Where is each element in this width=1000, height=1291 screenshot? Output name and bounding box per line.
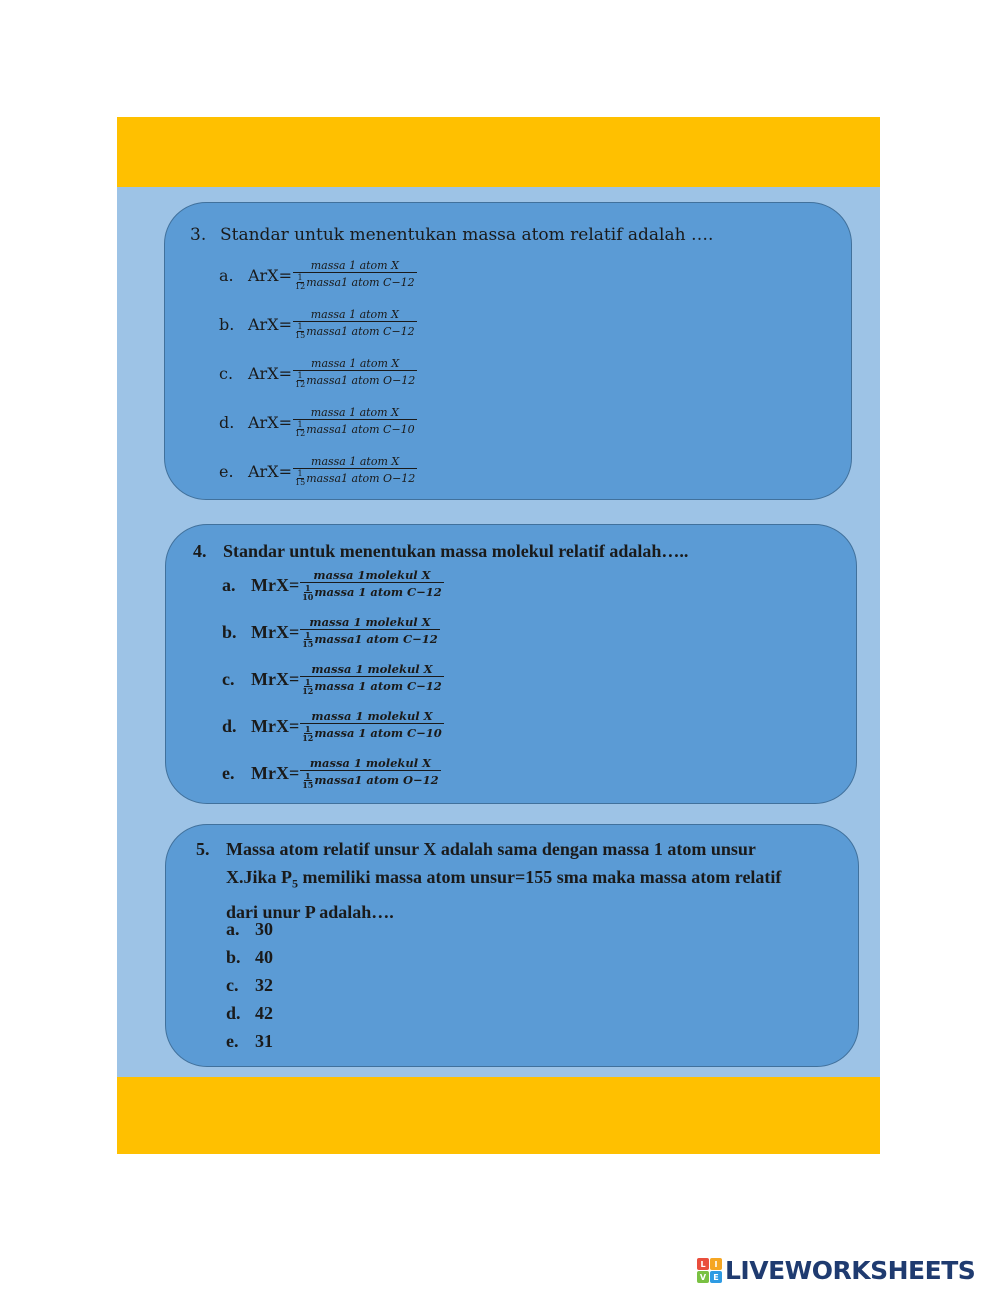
q5-option-1[interactable]: [226, 919, 273, 940]
option-letter: b.: [226, 947, 241, 967]
small-fraction-bottom: 12: [302, 733, 314, 743]
option-letter: c.: [219, 363, 234, 383]
denominator-text: massa 1 atom C−12: [314, 585, 442, 599]
option-lhs: MrX=: [251, 715, 300, 736]
fraction-numerator: massa 1 atom X: [310, 308, 399, 321]
small-fraction-bottom: 15: [295, 478, 306, 487]
option-lhs: ArX=: [248, 363, 292, 383]
option-fraction: [293, 455, 417, 487]
fraction-numerator: massa 1 molekul X: [309, 756, 432, 770]
denominator-text: massa1 atom O−12: [306, 472, 416, 485]
option-lhs: MrX=: [251, 668, 300, 689]
fraction-numerator: massa 1 atom X: [310, 406, 399, 419]
fraction-denominator: [293, 419, 417, 438]
question-3-card: [164, 202, 852, 500]
option-letter: c.: [222, 668, 235, 689]
small-fraction-top: 1: [305, 724, 311, 734]
fraction-denominator: [300, 676, 444, 695]
fraction-denominator: [293, 468, 417, 487]
worksheet-page: [117, 117, 880, 1154]
option-value: 31: [255, 1031, 273, 1051]
option-lhs: MrX=: [251, 762, 300, 783]
option-fraction: [293, 308, 417, 340]
fraction-denominator: [300, 629, 440, 648]
question-5-line-2b: memiliki massa atom unsur=155 sma maka massa atom relatif: [298, 867, 782, 887]
small-fraction: [295, 470, 305, 487]
fraction-denominator: [293, 272, 417, 291]
option-value: 30: [255, 919, 273, 939]
question-4-text: [193, 541, 688, 562]
q3-option-5[interactable]: [219, 455, 417, 487]
small-fraction: [302, 678, 313, 695]
option-fraction: [300, 616, 440, 648]
liveworksheets-logo[interactable]: [697, 1256, 975, 1285]
denominator-text: massa1 atom C−12: [306, 276, 415, 289]
small-fraction-bottom: 12: [302, 686, 314, 696]
q5-option-2[interactable]: [226, 947, 273, 968]
small-fraction-bottom: 15: [302, 639, 314, 649]
question-5-line-2a: X.Jika P: [226, 867, 293, 887]
small-fraction: [302, 772, 313, 789]
denominator-text: massa 1 atom C−10: [314, 726, 442, 740]
small-fraction: [295, 323, 305, 340]
fraction-denominator: [300, 582, 444, 601]
question-4-card: [165, 524, 857, 804]
option-letter: b.: [222, 621, 237, 642]
fraction-denominator: [293, 321, 417, 340]
option-fraction: [300, 757, 440, 789]
q3-option-1[interactable]: [219, 259, 417, 291]
question-3-stem: Standar untuk menentukan massa atom relatif adalah ….: [220, 225, 714, 245]
denominator-text: massa1 atom C−10: [306, 423, 415, 436]
logo-grid-icon: [697, 1258, 722, 1283]
option-fraction: [293, 357, 417, 389]
question-4-number: 4.: [193, 541, 207, 561]
option-value: 40: [255, 947, 273, 967]
option-letter: a.: [222, 574, 236, 595]
small-fraction: [295, 372, 305, 389]
small-fraction-top: 1: [297, 420, 303, 429]
small-fraction-top: 1: [305, 583, 311, 593]
option-lhs: MrX=: [251, 621, 300, 642]
fraction-numerator: massa 1molekul X: [313, 568, 431, 582]
option-letter: b.: [219, 314, 235, 334]
small-fraction-top: 1: [297, 371, 303, 380]
question-5-line-1: Massa atom relatif unsur X adalah sama dengan massa 1 atom unsur: [226, 839, 756, 859]
option-letter: d.: [222, 715, 237, 736]
question-4-stem: Standar untuk menentukan massa molekul relatif adalah…..: [223, 541, 689, 561]
fraction-denominator: [293, 370, 417, 389]
option-fraction: [300, 569, 444, 601]
option-fraction: [293, 406, 417, 438]
option-value: 42: [255, 1003, 273, 1023]
q4-option-4[interactable]: [222, 710, 444, 742]
logo-cell-i: I: [710, 1258, 722, 1270]
logo-cell-e: E: [710, 1271, 722, 1283]
small-fraction-top: 1: [305, 677, 311, 687]
option-letter: c.: [226, 975, 239, 995]
question-5-line-3: dari unur P adalah….: [226, 901, 394, 922]
small-fraction: [302, 725, 313, 742]
small-fraction: [295, 421, 305, 438]
q5-option-3[interactable]: [226, 975, 273, 996]
q4-option-2[interactable]: [222, 616, 440, 648]
q4-option-3[interactable]: [222, 663, 444, 695]
bottom-yellow-band: [117, 1077, 880, 1154]
small-fraction-bottom: 15: [302, 780, 314, 790]
denominator-text: massa 1 atom C−12: [314, 679, 442, 693]
option-lhs: ArX=: [248, 412, 292, 432]
logo-text: LIVEWORKSHEETS: [725, 1256, 976, 1285]
option-letter: e.: [222, 762, 235, 783]
fraction-numerator: massa 1 molekul X: [309, 615, 431, 629]
fraction-numerator: massa 1 molekul X: [311, 709, 433, 723]
logo-cell-l: L: [697, 1258, 709, 1270]
option-letter: e.: [219, 461, 234, 481]
denominator-text: massa1 atom O−12: [314, 773, 439, 787]
option-value: 32: [255, 975, 273, 995]
option-letter: d.: [219, 412, 235, 432]
small-fraction: [295, 274, 305, 291]
small-fraction-top: 1: [305, 771, 311, 781]
question-5-subscript: 5: [292, 876, 299, 891]
small-fraction-top: 1: [305, 630, 311, 640]
small-fraction-bottom: 12: [295, 429, 306, 438]
question-5-number: 5.: [196, 839, 210, 859]
small-fraction-bottom: 12: [295, 282, 306, 291]
denominator-text: massa1 atom C−12: [314, 632, 438, 646]
small-fraction-bottom: 12: [295, 380, 306, 389]
fraction-numerator: massa 1 atom X: [310, 259, 399, 272]
option-letter: e.: [226, 1031, 239, 1051]
option-lhs: ArX=: [248, 314, 292, 334]
question-5-card: [165, 824, 859, 1067]
small-fraction-bottom: 15: [295, 331, 306, 340]
fraction-numerator: massa 1 atom X: [311, 357, 400, 370]
small-fraction: [302, 631, 313, 648]
small-fraction-top: 1: [297, 322, 303, 331]
option-lhs: ArX=: [248, 461, 292, 481]
small-fraction-bottom: 10: [302, 592, 314, 602]
fraction-denominator: [300, 770, 440, 789]
denominator-text: massa1 atom O−12: [306, 374, 416, 387]
option-letter: a.: [226, 919, 240, 939]
fraction-denominator: [300, 723, 444, 742]
option-letter: d.: [226, 1003, 241, 1023]
option-letter: a.: [219, 265, 234, 285]
top-yellow-band: [117, 117, 880, 187]
q5-option-5[interactable]: [226, 1031, 273, 1052]
option-fraction: [300, 663, 444, 695]
q4-option-1[interactable]: [222, 569, 444, 601]
question-5-text: [196, 835, 796, 926]
option-lhs: MrX=: [251, 574, 300, 595]
question-3-text: [190, 225, 713, 245]
option-fraction: [300, 710, 444, 742]
small-fraction-top: 1: [297, 469, 303, 478]
denominator-text: massa1 atom C−12: [306, 325, 415, 338]
fraction-numerator: massa 1 molekul X: [311, 662, 433, 676]
q3-option-4[interactable]: [219, 406, 417, 438]
question-3-number: 3.: [190, 225, 207, 245]
q3-option-2[interactable]: [219, 308, 417, 340]
q5-option-4[interactable]: [226, 1003, 273, 1024]
logo-cell-v: V: [697, 1271, 709, 1283]
option-fraction: [293, 259, 417, 291]
small-fraction: [302, 584, 313, 601]
small-fraction-top: 1: [297, 273, 303, 282]
option-lhs: ArX=: [248, 265, 292, 285]
q4-option-5[interactable]: [222, 757, 441, 789]
fraction-numerator: massa 1 atom X: [311, 455, 400, 468]
q3-option-3[interactable]: [219, 357, 417, 389]
